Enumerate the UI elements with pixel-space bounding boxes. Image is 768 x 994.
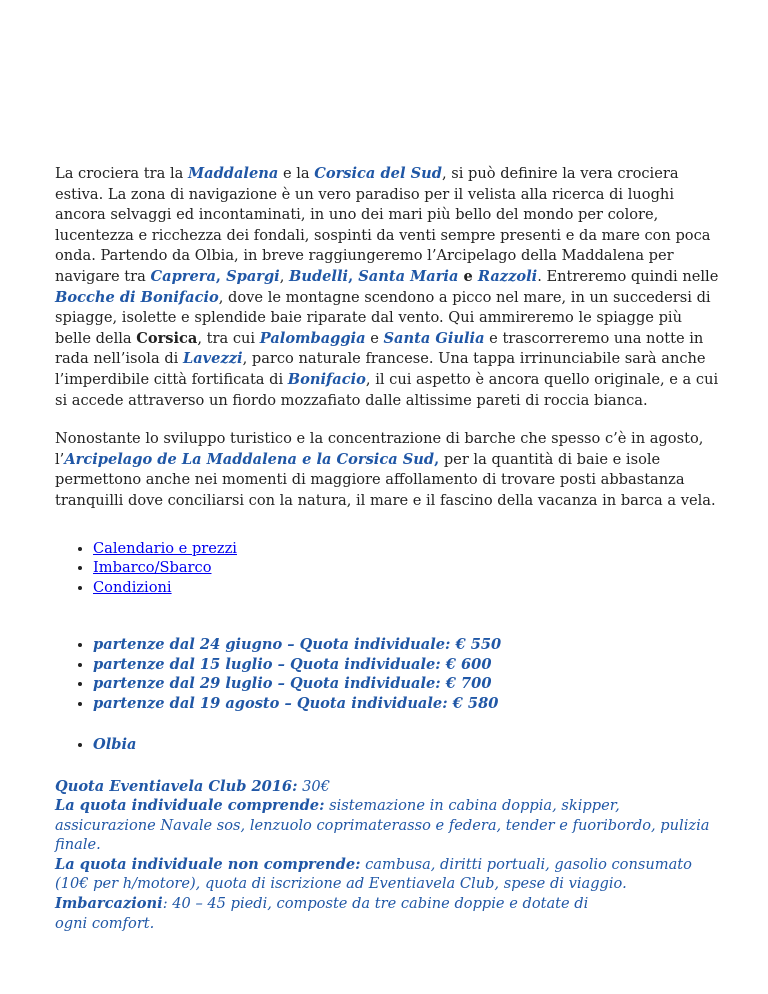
port-list bbox=[55, 735, 720, 755]
club-fee-line bbox=[55, 777, 715, 797]
boats-line bbox=[55, 894, 615, 933]
separator: , bbox=[348, 267, 359, 285]
port-item: • Olbia bbox=[93, 735, 720, 755]
departures-list bbox=[55, 635, 720, 713]
place-arcipelago: Arcipelago de La Maddalena e la Corsica Sud bbox=[64, 450, 435, 468]
info-links-list bbox=[55, 539, 720, 598]
text: , tra cui bbox=[197, 329, 260, 347]
departure-item: • partenze dal 19 agosto – Quota individuale: € 580 bbox=[93, 694, 720, 714]
club-fee-label: Quota Eventiavela Club 2016: bbox=[55, 777, 298, 795]
place-bocche-di-bonifacio: Bocche di Bonifacio bbox=[55, 288, 219, 306]
text: e bbox=[365, 329, 384, 347]
link-calendario-prezzi[interactable]: Calendario e prezzi bbox=[93, 539, 237, 557]
departure-item: • partenze dal 15 luglio – Quota individuale: € 600 bbox=[93, 655, 720, 675]
link-condizioni[interactable]: Condizioni bbox=[93, 578, 172, 596]
text: e trascorreremo una notte in rada nell’isola di bbox=[55, 329, 704, 368]
text: , parco naturale francese. Una tappa irrinunciabile sarà anche l’imperdibile città fortificata di bbox=[55, 350, 706, 388]
separator: , bbox=[434, 450, 440, 468]
includes-label: La quota individuale comprende: bbox=[55, 797, 325, 815]
boats-value: : 40 – 45 piedi, composte da tre cabine doppie e dotate di ogni comfort. bbox=[55, 895, 589, 932]
place-bonifacio: Bonifacio bbox=[287, 370, 366, 388]
text: , dove le montagne scendono a picco nel mare, in un succedersi di spiagge, isolette e splendide baie riparate dal vento. Qui ammireremo le spiagge più belle della bbox=[55, 288, 711, 347]
place-razzoli: Razzoli bbox=[477, 267, 538, 285]
separator: e bbox=[458, 267, 478, 285]
excludes-line bbox=[55, 855, 715, 894]
separator: , bbox=[279, 267, 289, 285]
place-budelli: Budelli bbox=[289, 267, 349, 285]
club-fee-value: 30€ bbox=[297, 777, 330, 795]
list-item bbox=[93, 578, 720, 598]
text: . Entreremo quindi nelle bbox=[537, 267, 719, 285]
place-corsica: Corsica bbox=[136, 329, 198, 347]
list-item bbox=[93, 558, 720, 578]
intro-paragraph bbox=[55, 164, 720, 411]
second-paragraph bbox=[55, 429, 720, 511]
includes-line bbox=[55, 796, 715, 855]
excludes-label: La quota individuale non comprende: bbox=[55, 855, 361, 873]
text: Nonostante lo sviluppo turistico e la concentrazione di barche che spesso c’è in agosto, l’ bbox=[55, 430, 704, 468]
place-palombaggia: Palombaggia bbox=[259, 329, 366, 347]
boats-label: Imbarcazioni bbox=[55, 895, 163, 913]
text: , il cui aspetto è ancora quello originale, e a cui si accede attraverso un fiordo mozzafiato dalle altissime pareti di roccia bianca. bbox=[55, 370, 719, 409]
list-item bbox=[93, 539, 720, 559]
page-content bbox=[55, 164, 720, 933]
text: , si può definire la vera crociera estiva. La zona di navigazione è un vero paradiso per il velista alla ricerca di luoghi ancora selvaggi ed incontaminati, in uno dei mari più bello del mondo per colore, lucentezza e ricchezza dei fondali, sospinti da venti sempre presenti e da mare con poca onda. Partendo da Olbia, in breve raggiungeremo l’Arcipelago della Maddalena per navigare tra bbox=[55, 165, 711, 285]
text: La crociera tra la bbox=[55, 165, 188, 182]
includes-value: sistemazione in cabina doppia, skipper, assicurazione Navale sos, lenzuolo coprimaterasso e federa, tender e fuoribordo, pulizia finale. bbox=[55, 797, 710, 854]
place-spargi: Spargi bbox=[226, 267, 280, 285]
place-lavezzi: Lavezzi bbox=[182, 350, 243, 368]
excludes-value: cambusa, diritti portuali, gasolio consumato (10€ per h/motore), quota di iscrizione ad Eventiavela Club, spese di viaggio. bbox=[55, 855, 692, 893]
place-santa-maria: Santa Maria bbox=[358, 267, 459, 285]
place-corsica-del-sud: Corsica del Sud bbox=[314, 165, 442, 182]
place-caprera: Caprera bbox=[150, 267, 216, 285]
text: per la quantità di baie e isole permettono anche nei momenti di maggiore affollamento di trovare posti abbastanza tranquilli dove conciliarsi con la natura, il mare e il fascino della vacanza in barca a vela. bbox=[55, 450, 716, 509]
separator: , bbox=[215, 267, 227, 285]
departure-item: • partenze dal 29 luglio – Quota individuale: € 700 bbox=[93, 674, 720, 694]
departure-item: • partenze dal 24 giugno – Quota individuale: € 550 bbox=[93, 635, 720, 655]
place-santa-giulia: Santa Giulia bbox=[383, 329, 485, 347]
place-maddalena: Maddalena bbox=[187, 165, 279, 182]
link-imbarco-sbarco[interactable]: Imbarco/Sbarco bbox=[93, 559, 212, 576]
pricing-info bbox=[55, 777, 715, 934]
text: e la bbox=[278, 165, 315, 182]
